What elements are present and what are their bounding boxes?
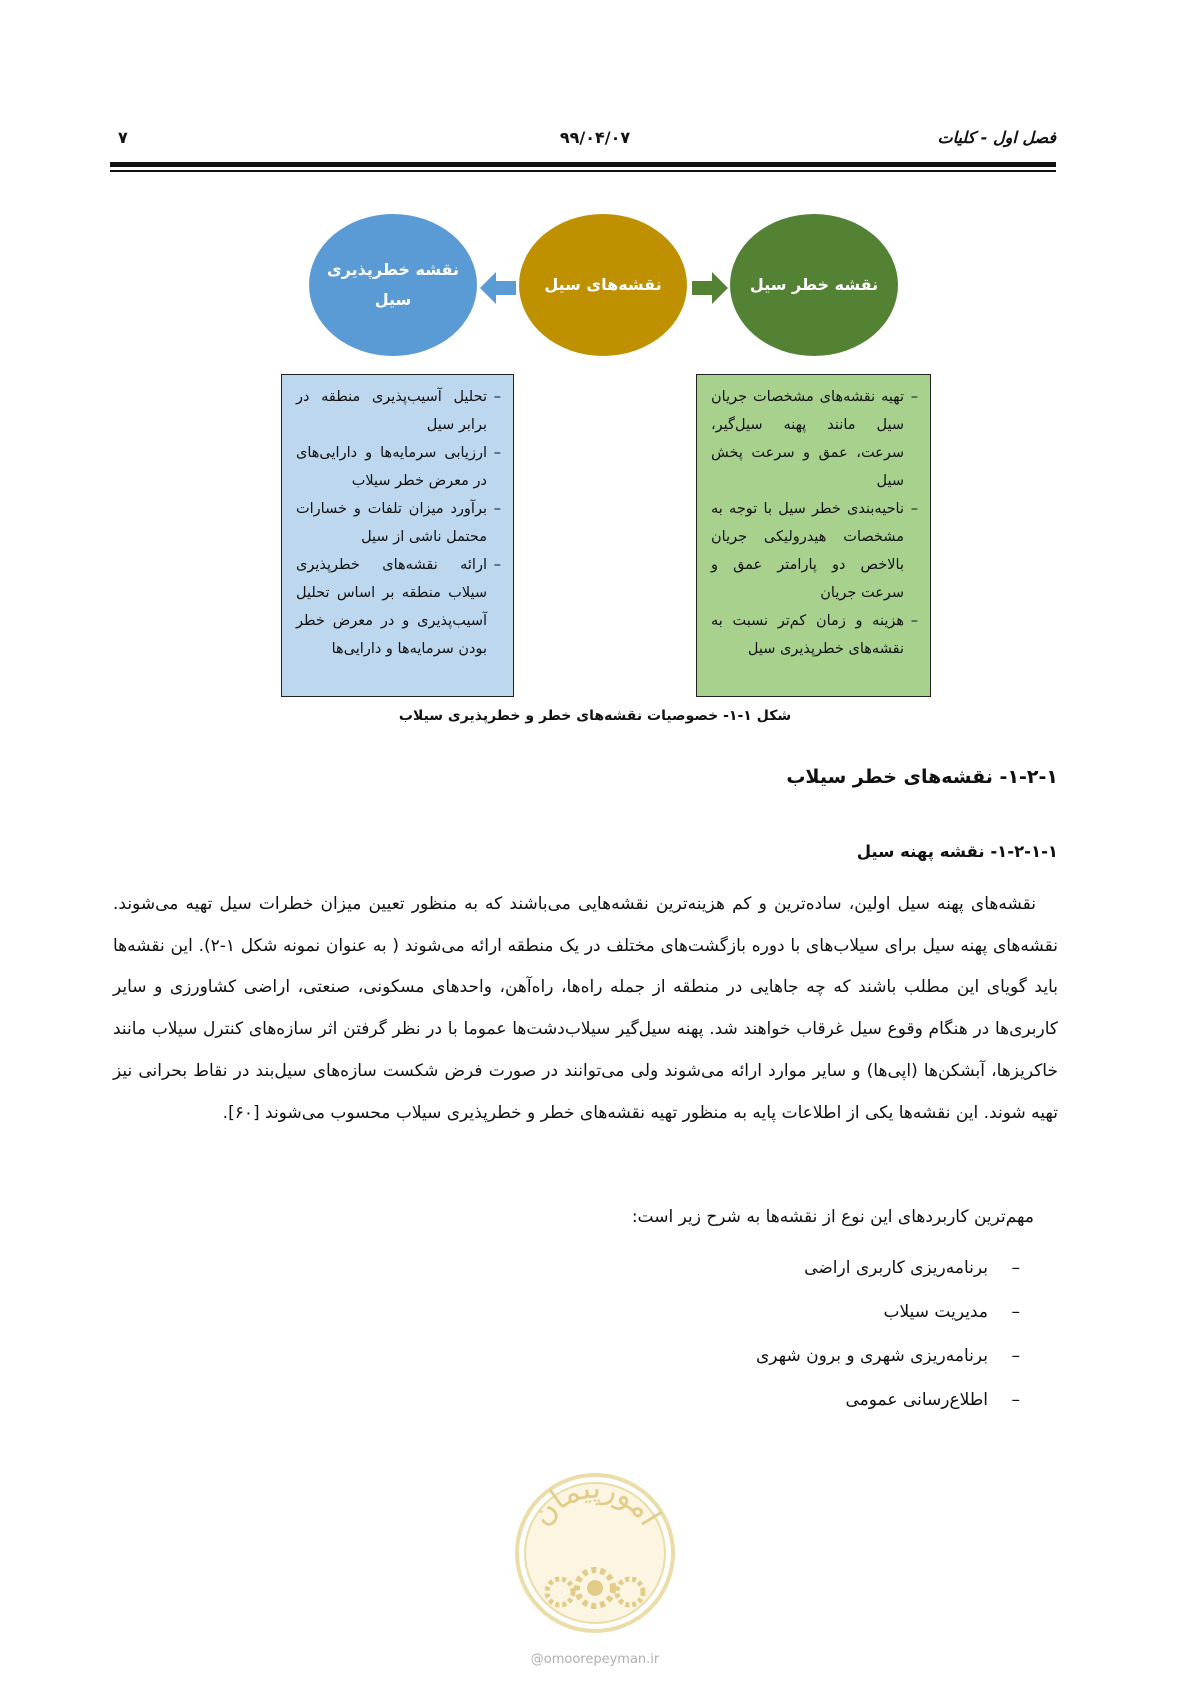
list-item: – برنامه‌ریزی شهری و برون شهری [756,1346,1020,1390]
circle-hazard-label: نقشه خطر سیل [749,275,879,294]
hazard-item: – ناحیه‌بندی خطر سیل با توجه به مشخصات هیدرولیکی جریان بالاخص دو پارامتر عمق و سرعت جریان [711,495,918,607]
circle-risk-label-line1: نقشه خطرپذیری [326,260,460,279]
circle-flood-maps [519,214,687,356]
header-date: ۹۹/۰۴/۰۷ [559,128,631,147]
risk-item: – تحلیل آسیب‌پذیری منطقه در برابر سیل [296,383,501,439]
circle-risk-label-line2: سیل [374,290,412,309]
page-number: ۷ [118,128,128,147]
hazard-characteristics-box [696,374,931,697]
header-rule-thin [110,170,1056,172]
risk-item: – ارزیابی سرمایه‌ها و دارایی‌های در معرض خطر سیلاب [296,439,501,495]
list-item: – اطلاع‌رسانی عمومی [756,1390,1020,1434]
list-item: – مدیریت سیلاب [756,1302,1020,1346]
body-paragraph: نقشه‌های پهنه سیل اولین، ساده‌ترین و کم هزینه‌ترین نقشه‌هایی می‌باشند که به منظور تعیین میزان خطرات سیل تهیه می‌شوند. نقشه‌های پهنه سیل برای سیلاب‌های با دوره بازگشت‌های مختلف در یک منطقه ارائه می‌شوند ( به عنوان نمونه شکل ۱-۲). این نقشه‌ها باید گویای این مطلب باشند که چه جاهایی در منطقه از جمله راه‌ها، راه‌آهن، واحدهای مسکونی، صنعتی، اراضی کشاورزی و سایر کاربری‌ها در هنگام وقوع سیل غرقاب خواهند شد. پهنه سیل‌گیر سیلاب‌دشت‌ها عموما با در نظر گرفتن اثر سازه‌های کنترل سیلاب مانند خاکریزها، آبشکن‌ها (اپی‌ها) و سایر موارد ارائه می‌شوند ولی می‌توانند در صورت فرض شکست سازه‌های سیل‌بند در نقاط بحرانی نیز تهیه شوند. این نقشه‌ها یکی از اطلاعات پایه به منظور تهیه نقشه‌های خطر و خطرپذیری سیلاب محسوب می‌شوند [۶۰]. [113,894,1059,1123]
risk-item: – برآورد میزان تلفات و خسارات محتمل ناشی از سیل [296,495,501,551]
risk-characteristics-box [281,374,514,697]
list-item: – برنامه‌ریزی کاربری اراضی [756,1258,1020,1302]
risk-item: – ارائه نقشه‌های خطرپذیری سیلاب منطقه بر اساس تحلیل آسیب‌پذیری و در معرض خطر بودن سرمایه‌ها و دارایی‌ها [296,551,501,663]
hazard-item: – تهیه نقشه‌های مشخصات جریان سیل مانند پهنه سیل‌گیر، سرعت، عمق و سرعت پخش سیل [711,383,918,495]
circle-flood-hazard-map [730,214,898,356]
circle-flood-label: نقشه‌های سیل [544,275,662,294]
section-heading: ۱-۲-۱- نقشه‌های خطر سیلاب [786,766,1058,788]
arrow-right-icon [690,270,730,306]
header-rule [110,162,1056,167]
arrow-left-icon [478,270,518,306]
figure-caption: شکل ۱-۱- خصوصیات نقشه‌های خطر و خطرپذیری سیلاب [398,708,792,724]
applications-list [756,1258,1020,1434]
subsection-heading: ۱-۲-۱-۱- نقشه پهنه سیل [856,842,1058,861]
watermark-logo [512,1470,678,1636]
chapter-title: فصل اول - کلیات [937,128,1056,147]
circle-flood-risk-map [309,214,477,356]
watermark-website: @omoorepeyman.ir [530,1652,660,1667]
list-intro: مهم‌ترین کاربردهای این نوع از نقشه‌ها به شرح زیر است: [631,1207,1034,1227]
hazard-item: – هزینه و زمان کم‌تر نسبت به نقشه‌های خطرپذیری سیل [711,607,918,663]
watermark-logo-text: امورپیمان [524,1470,668,1533]
